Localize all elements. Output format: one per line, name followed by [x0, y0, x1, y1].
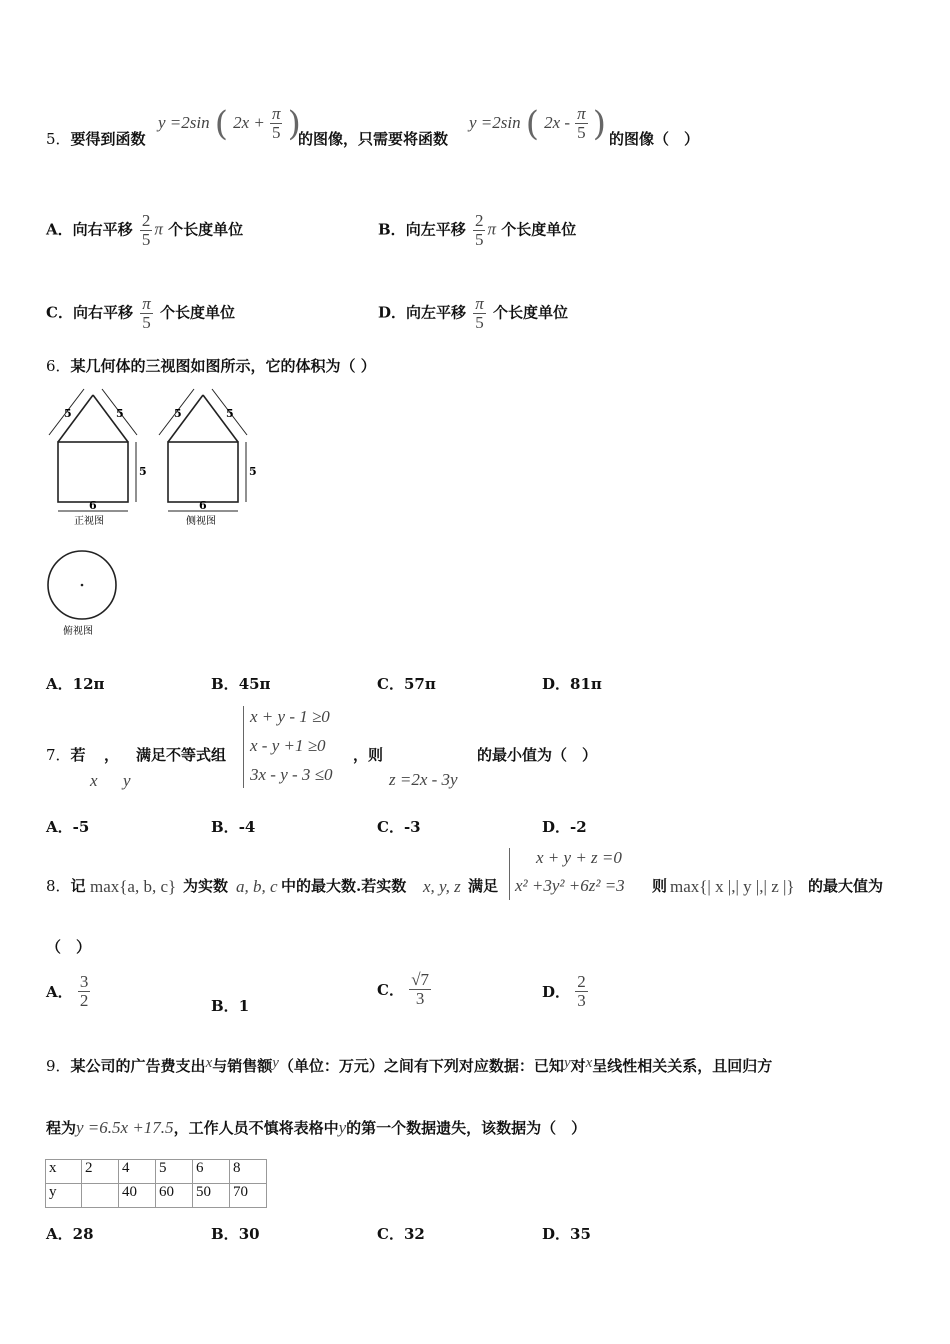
q5-text-1: 要得到函数	[70, 130, 146, 148]
q6-option-a[interactable]: A．12π	[46, 675, 105, 693]
q8-text-5: 则	[652, 877, 668, 895]
q9-data-table	[45, 1159, 267, 1208]
table-cell: y	[46, 1184, 82, 1208]
q6-text: 某几何体的三视图如图所示，它的体积为（ ）	[70, 357, 376, 375]
front-slant-right-dim: 5	[116, 407, 124, 420]
table-cell: 40	[119, 1184, 156, 1208]
q7-option-c[interactable]: C．-3	[377, 818, 421, 836]
q5-text-2: 的图像，只需要将函数	[298, 130, 449, 148]
q9-option-b[interactable]: B．30	[211, 1225, 260, 1243]
q9-regression-eq: y =6.5x +17.5	[76, 1118, 174, 1137]
fraction: $\frac{2}{5}$	[141, 211, 151, 249]
q7-option-a[interactable]: A．-5	[46, 818, 90, 836]
question-number: 5．	[46, 130, 71, 148]
table-cell: 4	[119, 1160, 156, 1184]
left-paren: (	[525, 103, 539, 144]
three-view-figure	[40, 385, 280, 545]
front-base-dim: 6	[89, 499, 97, 512]
q5-text-3: 的图像（ ）	[609, 130, 700, 148]
front-slant-left-dim: 5	[64, 407, 72, 420]
question-number: 7．	[46, 746, 71, 764]
side-base-dim: 6	[199, 499, 207, 512]
right-paren: )	[592, 103, 607, 144]
fraction: $\frac{3}{2}$	[79, 972, 89, 1010]
table-cell	[82, 1184, 119, 1208]
fraction: $\frac{\pi}{5}$	[475, 294, 484, 332]
q9-option-c[interactable]: C．32	[377, 1225, 425, 1243]
fraction: $\frac{√7}{3}$	[411, 970, 430, 1008]
q9-var-y: y	[563, 1055, 571, 1071]
q9-var-y: y	[272, 1055, 279, 1071]
q8-text-2: 为实数	[183, 877, 229, 895]
q8-text-6: 的最大值为	[808, 877, 884, 895]
q8-option-d[interactable]: D． $\frac{2}{3}$	[542, 972, 586, 1010]
q7-ineq-3: 3x - y - 3 ≤0	[250, 765, 333, 784]
table-cell: 6	[193, 1160, 230, 1184]
q9-option-a[interactable]: A．28	[46, 1225, 94, 1243]
table-cell: 50	[193, 1184, 230, 1208]
q8-eq-1: x + y + z =0	[536, 848, 622, 867]
q6-option-d[interactable]: D．81π	[542, 675, 602, 693]
q8-option-b[interactable]: B．1	[211, 997, 250, 1015]
side-slant-right-dim: 5	[226, 407, 234, 420]
table-cell: 2	[82, 1160, 119, 1184]
q8-system-brace	[509, 848, 510, 900]
table-cell: 8	[230, 1160, 267, 1184]
q6-stem	[46, 355, 376, 376]
q9-var-y: y	[338, 1118, 347, 1137]
q8-max-abs-expr: max{| x |,| y |,| z |}	[670, 877, 795, 896]
side-side-dim: 5	[249, 465, 257, 478]
q7-var-x: x	[90, 771, 98, 790]
question-number: 6．	[46, 357, 71, 375]
q7-text-4: ，则	[353, 746, 384, 764]
fraction: $\frac{2}{3}$	[577, 972, 586, 1010]
q7-ineq-1: x + y - 1 ≥0	[250, 707, 330, 726]
fraction: $\frac{\pi}{5}$	[142, 294, 151, 332]
question-number: 9．	[46, 1057, 71, 1075]
q7-var-y: y	[123, 771, 131, 790]
front-side-dim: 5	[139, 465, 147, 478]
q7-stem-start: 7．若	[46, 746, 86, 764]
q8-max-expr: max{a, b, c}	[90, 877, 177, 896]
q7-ineq-2: x - y +1 ≥0	[250, 736, 326, 755]
q7-option-b[interactable]: B．-4	[211, 818, 256, 836]
formula-prefix: y =2sin	[158, 113, 210, 132]
q5-option-b[interactable]: B．向左平移 $\frac{2}{5}$ π 个长度单位	[378, 211, 577, 249]
q9-line-2: 程为y =6.5x +17.5，工作人员不慎将表格中y的第一个数据遗失，该数据为（ ）	[46, 1118, 587, 1137]
q8-answer-paren: （ ）	[46, 938, 92, 956]
q7-text-5: 的最小值为（ ）	[477, 746, 598, 764]
q5-option-d[interactable]: D．向左平移 $\frac{\pi}{5}$ 个长度单位	[378, 294, 569, 332]
q7-comma: ，	[104, 746, 120, 764]
q5-formula-1	[158, 105, 301, 142]
q8-option-a[interactable]: A． $\frac{3}{2}$	[46, 972, 89, 1010]
table-cell: 5	[156, 1160, 193, 1184]
front-view-label: 正视图	[74, 516, 104, 527]
formula-prefix: y =2sin	[469, 113, 521, 132]
q6-option-b[interactable]: B．45π	[211, 675, 271, 693]
q9-line-1: 9．某公司的广告费支出x与销售额y（单位：万元）之间有下列对应数据：已知y对x呈线性相关关系，且回归方	[46, 1055, 773, 1075]
q8-xyz: x, y, z	[423, 877, 461, 896]
left-paren: (	[214, 103, 228, 144]
q9-var-x: x	[585, 1055, 593, 1071]
q9-option-d[interactable]: D．35	[542, 1225, 591, 1243]
front-view	[49, 389, 137, 511]
q7-text-3: 满足不等式组	[136, 746, 227, 764]
q7-option-d[interactable]: D．-2	[542, 818, 587, 836]
q8-text-4: 满足	[468, 877, 499, 895]
q5-formula-2	[469, 105, 606, 142]
side-slant-left-dim: 5	[174, 407, 182, 420]
top-view-label: 俯视图	[63, 626, 93, 637]
table-cell: 60	[156, 1184, 193, 1208]
q6-option-c[interactable]: C．57π	[377, 675, 436, 693]
fraction: $\frac{\pi}{5}$	[577, 104, 586, 142]
table-cell: 70	[230, 1184, 267, 1208]
table-cell: x	[46, 1160, 82, 1184]
fraction: $\frac{2}{5}$	[474, 211, 484, 249]
q8-option-c[interactable]: C． $\frac{√7}{3}$	[377, 970, 430, 1008]
q8-stem-start: 8．记	[46, 877, 86, 895]
q9-var-x: x	[205, 1055, 213, 1071]
table-row	[46, 1160, 267, 1184]
question-number: 8．	[46, 877, 71, 895]
q5-option-a[interactable]: A．向右平移 $\frac{2}{5}$ π 个长度单位	[46, 211, 244, 249]
q7-system-brace	[243, 706, 244, 788]
formula-inner: 2x +	[233, 113, 265, 132]
fraction: $\frac{\pi}{5}$	[271, 104, 281, 142]
q8-eq-2: x² +3y² +6z² =3	[515, 876, 625, 895]
formula-inner: 2x -	[544, 113, 571, 132]
side-view	[159, 389, 247, 511]
q5-stem	[46, 128, 146, 149]
q7-objective: z =2x - 3y	[389, 770, 458, 789]
q5-option-c[interactable]: C．向右平移 $\frac{\pi}{5}$ 个长度单位	[46, 294, 235, 332]
table-row	[46, 1184, 267, 1208]
side-view-label: 侧视图	[186, 516, 216, 527]
q8-abc: a, b, c	[236, 877, 278, 896]
right-paren: )	[287, 103, 301, 144]
q8-text-3: 中的最大数.若实数	[281, 877, 407, 895]
top-view	[40, 548, 130, 640]
